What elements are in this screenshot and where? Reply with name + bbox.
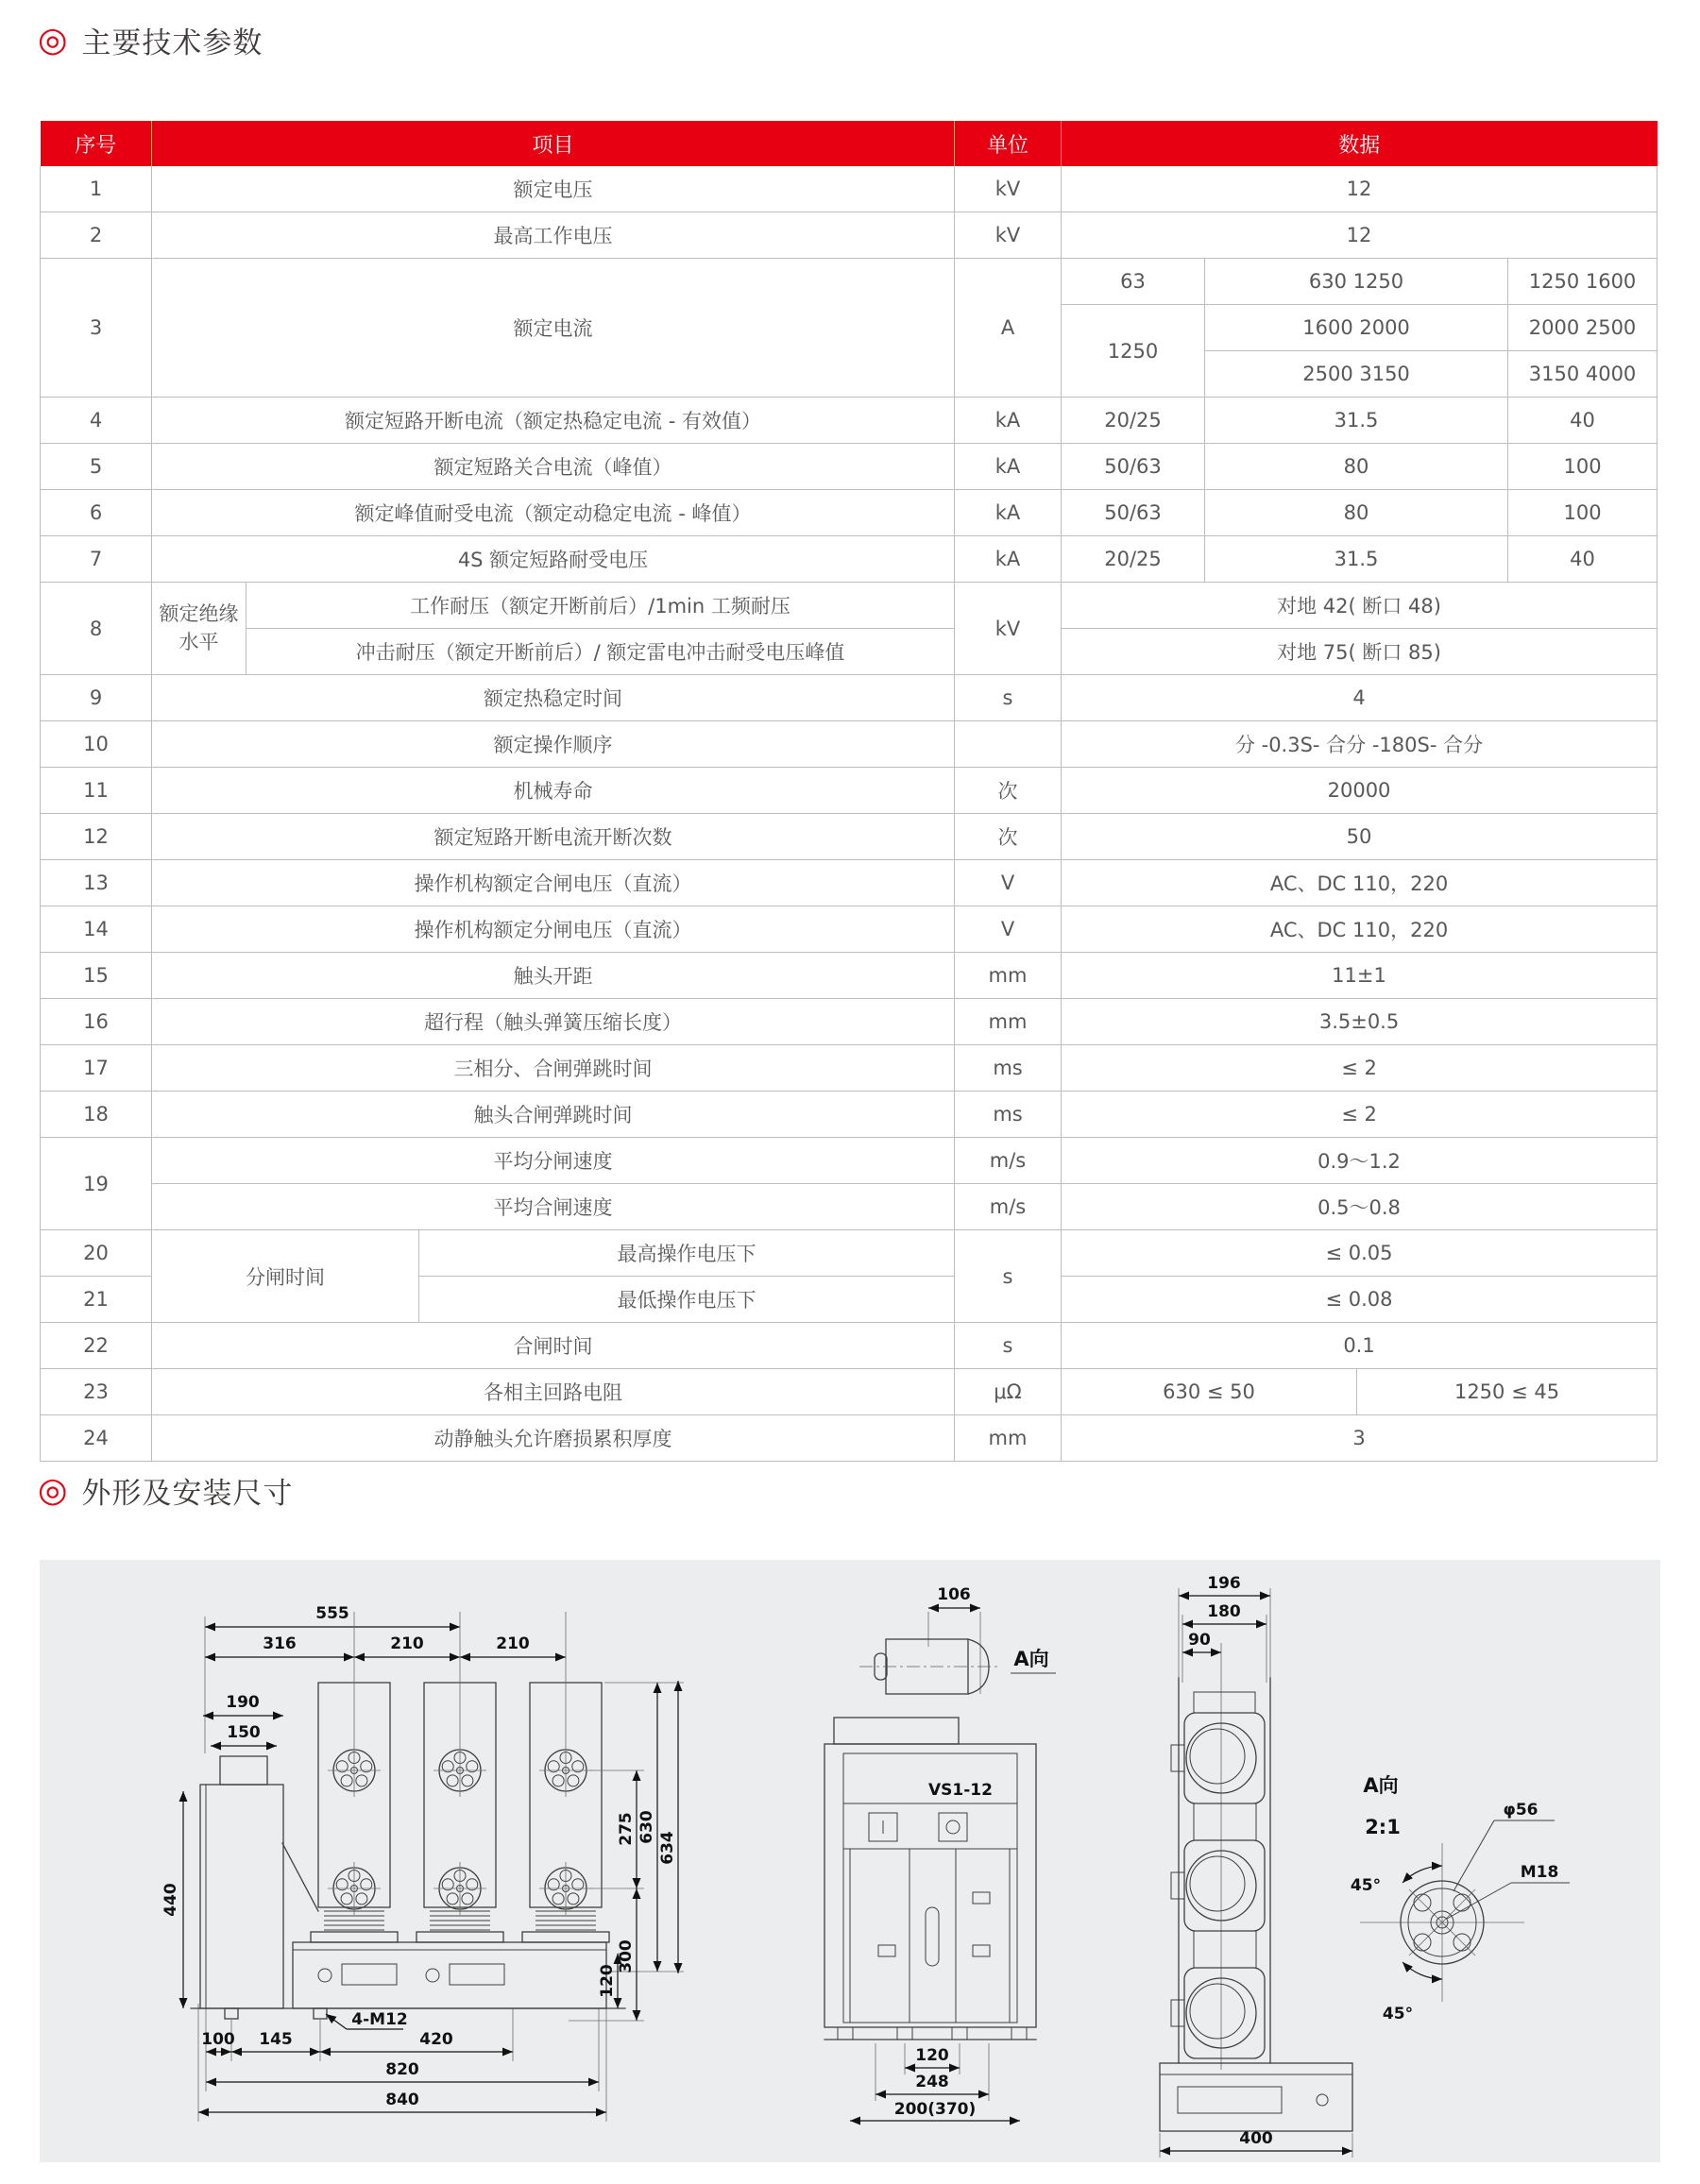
row-no: 18 <box>41 1092 152 1138</box>
rear-dim-180: 180 <box>1207 1602 1241 1621</box>
detail-dim-45-upper: 45° <box>1350 1876 1382 1895</box>
row-no: 2 <box>41 212 152 259</box>
section-marker-icon: ◎ <box>38 20 69 59</box>
row-data: 1250 <box>1062 305 1205 398</box>
front-dim-100: 100 <box>201 2030 235 2049</box>
detail-dim-m18: M18 <box>1520 1863 1559 1882</box>
row-no: 19 <box>41 1138 152 1230</box>
row-data: 0.5～0.8 <box>1062 1184 1658 1230</box>
row-data: 50/63 <box>1062 444 1205 490</box>
table-row <box>41 259 1658 305</box>
row-data: ≤ 2 <box>1062 1092 1658 1138</box>
row-no: 13 <box>41 860 152 906</box>
row-no: 4 <box>41 398 152 444</box>
row-data: 80 <box>1205 444 1508 490</box>
row-item: 各相主回路电阻 <box>152 1369 955 1415</box>
front-dim-316: 316 <box>263 1634 297 1653</box>
row-item: 超行程（触头弹簧压缩长度） <box>152 999 955 1045</box>
table-row <box>41 444 1658 490</box>
row-no: 23 <box>41 1369 152 1415</box>
row-no: 5 <box>41 444 152 490</box>
row-data: 40 <box>1508 398 1658 444</box>
row-no: 22 <box>41 1323 152 1369</box>
table-row <box>41 583 1658 629</box>
table-row <box>41 1323 1658 1369</box>
rear-dim-400: 400 <box>1239 2129 1273 2148</box>
row-data: 80 <box>1205 490 1508 536</box>
table-row <box>41 1138 1658 1184</box>
row-no: 11 <box>41 768 152 814</box>
rear-dim-196: 196 <box>1207 1574 1241 1593</box>
table-row <box>41 1369 1658 1415</box>
front-dim-275: 275 <box>617 1812 636 1846</box>
row-unit: m/s <box>955 1138 1062 1184</box>
row-no: 21 <box>41 1277 152 1323</box>
row-unit <box>955 721 1062 768</box>
front-dim-630: 630 <box>638 1810 656 1844</box>
row-item-sub: 最低操作电压下 <box>419 1277 955 1323</box>
row-unit: m/s <box>955 1184 1062 1230</box>
flange-detail-drawing <box>1351 1774 1570 2023</box>
front-view-drawing <box>162 1604 684 2122</box>
row-no: 14 <box>41 906 152 953</box>
header-data: 数据 <box>1062 121 1658 166</box>
row-data: ≤ 0.08 <box>1062 1277 1658 1323</box>
row-unit: kV <box>955 166 1062 212</box>
row-unit: 次 <box>955 814 1062 860</box>
front-dim-120: 120 <box>598 1964 617 1998</box>
table-row <box>41 536 1658 583</box>
row-data: AC、DC 110，220 <box>1062 906 1658 953</box>
side-dim-106: 106 <box>937 1585 971 1604</box>
row-unit: 次 <box>955 768 1062 814</box>
front-bolt-label: 4-M12 <box>351 2010 408 2029</box>
front-dim-820: 820 <box>385 2060 419 2079</box>
header-unit: 单位 <box>955 121 1062 166</box>
front-dim-440: 440 <box>162 1883 180 1917</box>
row-no: 9 <box>41 675 152 721</box>
front-dim-210b: 210 <box>496 1634 530 1653</box>
row-data: 31.5 <box>1205 398 1508 444</box>
row-unit: kA <box>955 490 1062 536</box>
row-item: 触头合闸弹跳时间 <box>152 1092 955 1138</box>
row-data: 50 <box>1062 814 1658 860</box>
row-data: ≤ 0.05 <box>1062 1230 1658 1277</box>
front-dim-150: 150 <box>227 1723 261 1742</box>
row-no: 12 <box>41 814 152 860</box>
row-data: 1250 ≤ 45 <box>1357 1369 1658 1415</box>
table-row <box>41 860 1658 906</box>
row-item-group: 额定绝缘水平 <box>152 583 246 675</box>
side-view-direction-label: A向 <box>1013 1648 1049 1670</box>
side-dim-200-370: 200(370) <box>893 2100 977 2119</box>
header-no: 序号 <box>41 121 152 166</box>
front-dim-634: 634 <box>658 1831 677 1865</box>
row-item-sub: 最高操作电压下 <box>419 1230 955 1277</box>
row-unit: A <box>955 259 1062 398</box>
row-data: 0.9～1.2 <box>1062 1138 1658 1184</box>
side-view-drawing <box>824 1585 1056 2121</box>
row-unit: kV <box>955 212 1062 259</box>
row-data: 11±1 <box>1062 953 1658 999</box>
row-unit: s <box>955 1323 1062 1369</box>
side-dim-120: 120 <box>915 2046 949 2065</box>
front-dim-145: 145 <box>259 2030 293 2049</box>
row-data: 20/25 <box>1062 536 1205 583</box>
row-data: 对地 75( 断口 85) <box>1062 629 1658 675</box>
row-item: 额定操作顺序 <box>152 721 955 768</box>
table-header-row <box>41 121 1658 166</box>
table-row <box>41 999 1658 1045</box>
row-no: 16 <box>41 999 152 1045</box>
row-item: 机械寿命 <box>152 768 955 814</box>
table-row <box>41 1415 1658 1462</box>
row-unit: kV <box>955 583 1062 675</box>
row-data: 1600 2000 <box>1205 305 1508 351</box>
row-no: 17 <box>41 1045 152 1092</box>
row-unit: mm <box>955 953 1062 999</box>
row-unit: V <box>955 860 1062 906</box>
row-no: 8 <box>41 583 152 675</box>
row-item: 额定短路开断电流开断次数 <box>152 814 955 860</box>
row-item: 额定电流 <box>152 259 955 398</box>
detail-dim-phi56: φ56 <box>1503 1801 1538 1820</box>
row-data: 0.1 <box>1062 1323 1658 1369</box>
row-data: 630 1250 <box>1205 259 1508 305</box>
row-item: 额定峰值耐受电流（额定动稳定电流 - 峰值） <box>152 490 955 536</box>
row-no: 24 <box>41 1415 152 1462</box>
row-data: 1250 1600 <box>1508 259 1658 305</box>
row-data: 20000 <box>1062 768 1658 814</box>
row-no: 7 <box>41 536 152 583</box>
row-no: 20 <box>41 1230 152 1277</box>
front-dim-190: 190 <box>226 1693 260 1712</box>
row-no: 1 <box>41 166 152 212</box>
row-item: 三相分、合闸弹跳时间 <box>152 1045 955 1092</box>
detail-dim-45-lower: 45° <box>1382 2005 1414 2023</box>
front-dim-210a: 210 <box>390 1634 424 1653</box>
row-item: 操作机构额定合闸电压（直流） <box>152 860 955 906</box>
row-data: 3 <box>1062 1415 1658 1462</box>
table-row <box>41 675 1658 721</box>
outline-dimension-drawing <box>40 1560 1660 2162</box>
side-dim-248: 248 <box>915 2073 949 2091</box>
detail-view-label: A向 <box>1363 1774 1399 1797</box>
row-item: 操作机构额定分闸电压（直流） <box>152 906 955 953</box>
row-data: 12 <box>1062 212 1658 259</box>
row-no: 3 <box>41 259 152 398</box>
row-data: 63 <box>1062 259 1205 305</box>
table-row <box>41 906 1658 953</box>
row-unit: μΩ <box>955 1369 1062 1415</box>
section-title-text: 主要技术参数 <box>81 26 264 60</box>
row-item: 额定短路关合电流（峰值） <box>152 444 955 490</box>
row-no: 10 <box>41 721 152 768</box>
table-row <box>41 166 1658 212</box>
row-data: 4 <box>1062 675 1658 721</box>
front-dim-420: 420 <box>419 2030 453 2049</box>
row-no: 6 <box>41 490 152 536</box>
row-data: 分 -0.3S- 合分 -180S- 合分 <box>1062 721 1658 768</box>
row-data: 2500 3150 <box>1205 351 1508 398</box>
row-item-sub: 冲击耐压（额定开断前后）/ 额定雷电冲击耐受电压峰值 <box>246 629 955 675</box>
table-row <box>41 1092 1658 1138</box>
row-unit: kA <box>955 444 1062 490</box>
row-unit: kA <box>955 398 1062 444</box>
section-title-dimensions <box>38 1469 293 1512</box>
rear-view-drawing <box>1160 1574 1352 2158</box>
row-data: 31.5 <box>1205 536 1508 583</box>
row-data: 2000 2500 <box>1508 305 1658 351</box>
row-item: 触头开距 <box>152 953 955 999</box>
row-data: 50/63 <box>1062 490 1205 536</box>
row-data: 3.5±0.5 <box>1062 999 1658 1045</box>
row-unit: s <box>955 675 1062 721</box>
table-row <box>41 1184 1658 1230</box>
table-row <box>41 768 1658 814</box>
row-data: 20/25 <box>1062 398 1205 444</box>
row-data: 100 <box>1508 490 1658 536</box>
row-data: 对地 42( 断口 48) <box>1062 583 1658 629</box>
row-unit: ms <box>955 1092 1062 1138</box>
row-item: 平均合闸速度 <box>152 1184 955 1230</box>
row-item: 动静触头允许磨损累积厚度 <box>152 1415 955 1462</box>
section-title-parameters <box>38 19 263 61</box>
row-data: 100 <box>1508 444 1658 490</box>
row-item-sub: 工作耐压（额定开断前后）/1min 工频耐压 <box>246 583 955 629</box>
row-item-group: 分闸时间 <box>152 1230 419 1323</box>
row-item: 平均分闸速度 <box>152 1138 955 1184</box>
rear-dim-90: 90 <box>1188 1631 1211 1650</box>
row-item: 额定热稳定时间 <box>152 675 955 721</box>
table-row <box>41 814 1658 860</box>
table-row <box>41 721 1658 768</box>
technical-parameters-table <box>40 121 1658 1462</box>
row-unit: kA <box>955 536 1062 583</box>
header-item: 项目 <box>152 121 955 166</box>
row-data: ≤ 2 <box>1062 1045 1658 1092</box>
section-marker-icon: ◎ <box>38 1470 69 1510</box>
row-no: 15 <box>41 953 152 999</box>
table-row <box>41 953 1658 999</box>
row-unit: ms <box>955 1045 1062 1092</box>
table-row <box>41 629 1658 675</box>
row-data: 630 ≤ 50 <box>1062 1369 1357 1415</box>
row-item: 额定电压 <box>152 166 955 212</box>
section-title-text: 外形及安装尺寸 <box>81 1477 294 1511</box>
row-unit: s <box>955 1230 1062 1323</box>
row-data: AC、DC 110，220 <box>1062 860 1658 906</box>
row-item: 合闸时间 <box>152 1323 955 1369</box>
front-dim-555: 555 <box>315 1604 349 1623</box>
row-unit: V <box>955 906 1062 953</box>
row-unit: mm <box>955 1415 1062 1462</box>
detail-scale-label: 2:1 <box>1365 1816 1401 1838</box>
table-row <box>41 212 1658 259</box>
table-row <box>41 490 1658 536</box>
dimension-drawings-panel <box>40 1560 1660 2162</box>
row-item: 额定短路开断电流（额定热稳定电流 - 有效值） <box>152 398 955 444</box>
row-data: 12 <box>1062 166 1658 212</box>
table-row <box>41 1045 1658 1092</box>
row-item: 最高工作电压 <box>152 212 955 259</box>
table-row <box>41 398 1658 444</box>
front-dim-840: 840 <box>385 2091 419 2109</box>
front-dim-300: 300 <box>617 1939 636 1973</box>
row-data: 40 <box>1508 536 1658 583</box>
row-data: 3150 4000 <box>1508 351 1658 398</box>
row-unit: mm <box>955 999 1062 1045</box>
side-model-label: VS1-12 <box>928 1781 993 1800</box>
table-row <box>41 1230 1658 1277</box>
row-item: 4S 额定短路耐受电压 <box>152 536 955 583</box>
